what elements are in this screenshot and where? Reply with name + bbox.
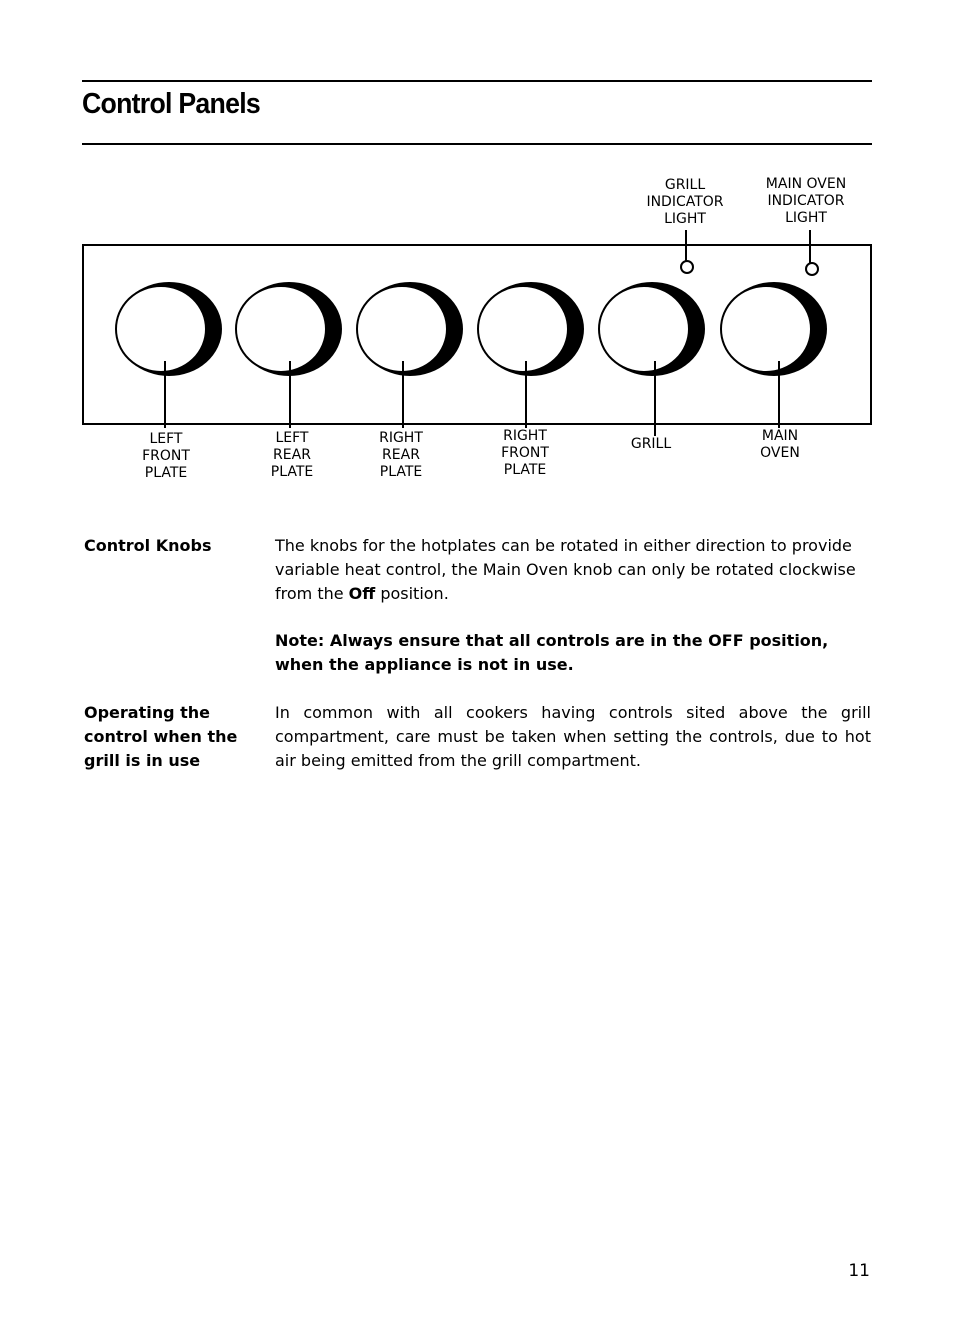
main-oven-knob — [721, 282, 827, 428]
main-oven-label: MAIN OVEN — [760, 428, 800, 461]
control-knobs-text — [275, 534, 871, 606]
right-rear-plate-label: RIGHT REAR PLATE — [379, 430, 423, 480]
left-rear-plate-knob — [236, 282, 342, 428]
grill-indicator-light — [681, 230, 693, 273]
main-oven-indicator-label: MAIN OVEN INDICATOR LIGHT — [765, 176, 847, 226]
grill-knob — [599, 282, 705, 436]
operating-text: In common with all cookers having controls sited above the grill compartment, care must be taken when setting the controls, due to hot air being emitted from the grill compartment. — [275, 703, 871, 770]
right-front-plate-label: RIGHT FRONT PLATE — [501, 428, 549, 478]
control-knobs-heading: Control Knobs — [84, 536, 212, 555]
main-oven-indicator-light — [806, 230, 818, 275]
right-front-plate-knob — [478, 282, 584, 428]
left-rear-plate-label: LEFT REAR PLATE — [270, 430, 314, 480]
right-rear-plate-knob — [357, 282, 463, 428]
left-front-plate-label: LEFT FRONT PLATE — [142, 431, 190, 481]
page-title: Control Panels — [82, 88, 260, 120]
safety-note: Note: Always ensure that all controls are in the OFF position, when the appliance is not in use. — [275, 631, 829, 674]
grill-indicator-label: GRILL INDICATOR LIGHT — [646, 177, 724, 227]
off-emphasis: Off — [348, 584, 376, 603]
operating-heading: Operating the control when the grill is in use — [84, 703, 238, 770]
control-knobs-text-part2: position. — [375, 584, 449, 603]
page-number: 11 — [848, 1261, 870, 1281]
grill-label: GRILL — [630, 436, 672, 452]
control-panel-diagram — [0, 0, 954, 500]
left-front-plate-knob — [116, 282, 222, 428]
control-knobs-text-part1: The knobs for the hotplates can be rotated in either direction to provide variable heat control, the Main Oven knob can only be rotated clockwise from the — [275, 536, 856, 603]
